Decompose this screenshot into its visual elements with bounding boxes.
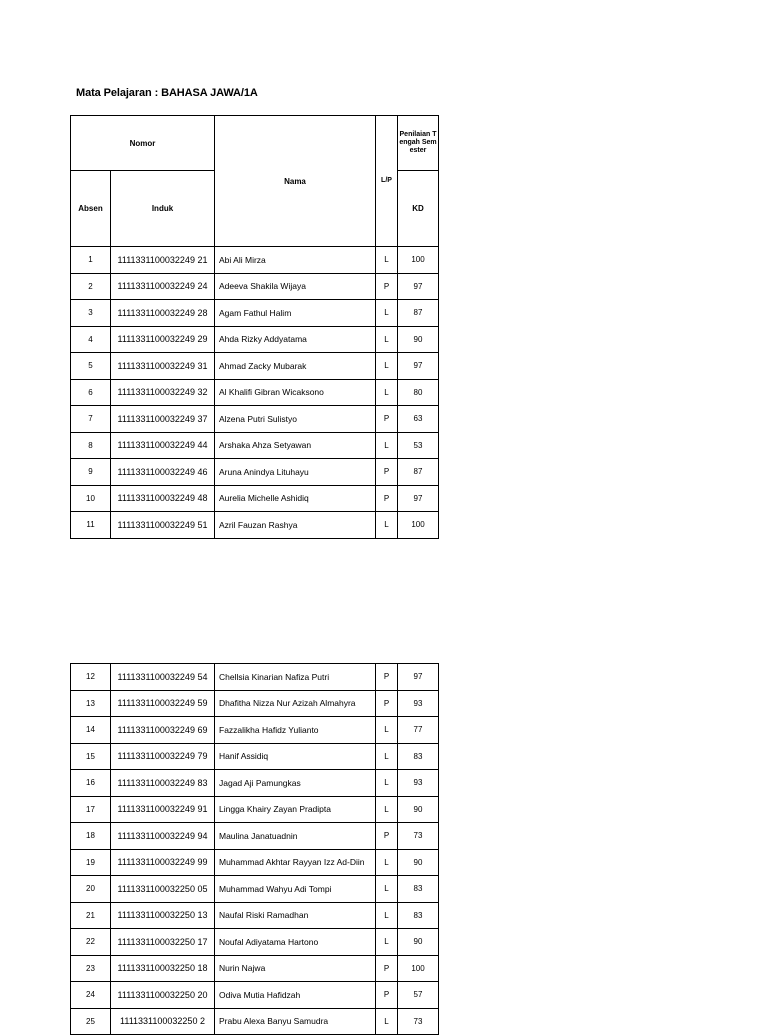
absen-cell: 12 <box>71 664 111 691</box>
kd-cell: 90 <box>398 326 439 353</box>
absen-cell: 16 <box>71 770 111 797</box>
header-induk: Induk <box>111 171 215 247</box>
induk-cell: 1111331100032249 59 <box>111 690 215 717</box>
kd-cell: 93 <box>398 690 439 717</box>
nama-cell: Hanif Assidiq <box>215 743 376 770</box>
lp-cell: L <box>376 432 398 459</box>
table-row <box>71 982 439 1009</box>
header-penilaian: Penilaian Tengah Semester <box>398 116 439 171</box>
table-row <box>71 247 439 274</box>
table-row <box>71 955 439 982</box>
kd-cell: 53 <box>398 432 439 459</box>
induk-cell: 1111331100032249 91 <box>111 796 215 823</box>
induk-cell: 1111331100032249 44 <box>111 432 215 459</box>
induk-cell: 1111331100032250 2 <box>111 1008 215 1035</box>
induk-cell: 1111331100032250 18 <box>111 955 215 982</box>
nama-cell: Abi Ali Mirza <box>215 247 376 274</box>
induk-cell: 1111331100032250 05 <box>111 876 215 903</box>
table-row <box>71 823 439 850</box>
header-lp: L/P <box>376 116 398 247</box>
kd-cell: 63 <box>398 406 439 433</box>
absen-cell: 8 <box>71 432 111 459</box>
lp-cell: L <box>376 902 398 929</box>
absen-cell: 2 <box>71 273 111 300</box>
absen-cell: 15 <box>71 743 111 770</box>
table-row <box>71 796 439 823</box>
lp-cell: P <box>376 273 398 300</box>
absen-cell: 25 <box>71 1008 111 1035</box>
table-row <box>71 1008 439 1035</box>
lp-cell: L <box>376 743 398 770</box>
table-row <box>71 406 439 433</box>
lp-cell: L <box>376 929 398 956</box>
table-row <box>71 876 439 903</box>
table-row <box>71 849 439 876</box>
lp-cell: L <box>376 876 398 903</box>
absen-cell: 5 <box>71 353 111 380</box>
lp-cell: P <box>376 459 398 486</box>
kd-cell: 87 <box>398 300 439 327</box>
absen-cell: 23 <box>71 955 111 982</box>
table-row <box>71 300 439 327</box>
nama-cell: Nurin Najwa <box>215 955 376 982</box>
table-row <box>71 717 439 744</box>
kd-cell: 90 <box>398 849 439 876</box>
kd-cell: 83 <box>398 743 439 770</box>
induk-cell: 1111331100032249 28 <box>111 300 215 327</box>
nama-cell: Maulina Janatuadnin <box>215 823 376 850</box>
lp-cell: L <box>376 849 398 876</box>
table-row <box>71 929 439 956</box>
induk-cell: 1111331100032249 79 <box>111 743 215 770</box>
header-kd: KD <box>398 171 439 247</box>
kd-cell: 77 <box>398 717 439 744</box>
nama-cell: Muhammad Wahyu Adi Tompi <box>215 876 376 903</box>
lp-cell: P <box>376 823 398 850</box>
absen-cell: 11 <box>71 512 111 539</box>
kd-cell: 90 <box>398 929 439 956</box>
table-row <box>71 273 439 300</box>
nama-cell: Adeeva Shakila Wijaya <box>215 273 376 300</box>
lp-cell: P <box>376 690 398 717</box>
nama-cell: Fazzalikha Hafidz Yulianto <box>215 717 376 744</box>
lp-cell: P <box>376 982 398 1009</box>
lp-cell: P <box>376 406 398 433</box>
induk-cell: 1111331100032249 99 <box>111 849 215 876</box>
kd-cell: 83 <box>398 902 439 929</box>
induk-cell: 1111331100032250 13 <box>111 902 215 929</box>
absen-cell: 3 <box>71 300 111 327</box>
table-row <box>71 485 439 512</box>
induk-cell: 1111331100032249 83 <box>111 770 215 797</box>
induk-cell: 1111331100032249 24 <box>111 273 215 300</box>
table-row <box>71 664 439 691</box>
nama-cell: Agam Fathul Halim <box>215 300 376 327</box>
lp-cell: P <box>376 485 398 512</box>
nama-cell: Aurelia Michelle Ashidiq <box>215 485 376 512</box>
absen-cell: 18 <box>71 823 111 850</box>
kd-cell: 93 <box>398 770 439 797</box>
kd-cell: 97 <box>398 664 439 691</box>
header-nama: Nama <box>215 116 376 247</box>
kd-cell: 97 <box>398 273 439 300</box>
kd-cell: 83 <box>398 876 439 903</box>
induk-cell: 1111331100032249 21 <box>111 247 215 274</box>
induk-cell: 1111331100032250 17 <box>111 929 215 956</box>
table-row <box>71 379 439 406</box>
table-row <box>71 432 439 459</box>
lp-cell: L <box>376 247 398 274</box>
lp-cell: L <box>376 353 398 380</box>
induk-cell: 1111331100032249 94 <box>111 823 215 850</box>
induk-cell: 1111331100032249 48 <box>111 485 215 512</box>
grade-table-page-2 <box>70 663 439 1035</box>
induk-cell: 1111331100032249 31 <box>111 353 215 380</box>
kd-cell: 97 <box>398 485 439 512</box>
nama-cell: Azril Fauzan Rashya <box>215 512 376 539</box>
nama-cell: Noufal Adiyatama Hartono <box>215 929 376 956</box>
nama-cell: Naufal Riski Ramadhan <box>215 902 376 929</box>
nama-cell: Odiva Mutia Hafidzah <box>215 982 376 1009</box>
absen-cell: 9 <box>71 459 111 486</box>
kd-cell: 87 <box>398 459 439 486</box>
grade-table-page-1 <box>70 115 439 539</box>
lp-cell: L <box>376 512 398 539</box>
kd-cell: 100 <box>398 955 439 982</box>
table-row <box>71 353 439 380</box>
nama-cell: Aruna Anindya Lituhayu <box>215 459 376 486</box>
table-row <box>71 743 439 770</box>
nama-cell: Ahmad Zacky Mubarak <box>215 353 376 380</box>
table-row <box>71 326 439 353</box>
induk-cell: 1111331100032249 54 <box>111 664 215 691</box>
absen-cell: 14 <box>71 717 111 744</box>
table-row <box>71 512 439 539</box>
absen-cell: 13 <box>71 690 111 717</box>
absen-cell: 10 <box>71 485 111 512</box>
kd-cell: 100 <box>398 512 439 539</box>
header-nomor: Nomor <box>71 116 215 171</box>
nama-cell: Alzena Putri Sulistyo <box>215 406 376 433</box>
absen-cell: 20 <box>71 876 111 903</box>
kd-cell: 80 <box>398 379 439 406</box>
induk-cell: 1111331100032249 51 <box>111 512 215 539</box>
induk-cell: 1111331100032249 29 <box>111 326 215 353</box>
kd-cell: 73 <box>398 823 439 850</box>
kd-cell: 100 <box>398 247 439 274</box>
lp-cell: L <box>376 717 398 744</box>
table-row <box>71 459 439 486</box>
kd-cell: 57 <box>398 982 439 1009</box>
kd-cell: 90 <box>398 796 439 823</box>
lp-cell: L <box>376 796 398 823</box>
absen-cell: 6 <box>71 379 111 406</box>
absen-cell: 4 <box>71 326 111 353</box>
induk-cell: 1111331100032249 69 <box>111 717 215 744</box>
kd-cell: 97 <box>398 353 439 380</box>
table-row <box>71 902 439 929</box>
induk-cell: 1111331100032249 37 <box>111 406 215 433</box>
nama-cell: Dhafitha Nizza Nur Azizah Almahyra <box>215 690 376 717</box>
nama-cell: Chellsia Kinarian Nafiza Putri <box>215 664 376 691</box>
lp-cell: P <box>376 664 398 691</box>
table-row <box>71 690 439 717</box>
induk-cell: 1111331100032249 32 <box>111 379 215 406</box>
nama-cell: Muhammad Akhtar Rayyan Izz Ad-Diin <box>215 849 376 876</box>
induk-cell: 1111331100032249 46 <box>111 459 215 486</box>
nama-cell: Al Khalifi Gibran Wicaksono <box>215 379 376 406</box>
subject-title: Mata Pelajaran : BAHASA JAWA/1A <box>76 87 258 99</box>
absen-cell: 1 <box>71 247 111 274</box>
header-absen: Absen <box>71 171 111 247</box>
lp-cell: L <box>376 770 398 797</box>
nama-cell: Jagad Aji Pamungkas <box>215 770 376 797</box>
nama-cell: Arshaka Ahza Setyawan <box>215 432 376 459</box>
lp-cell: L <box>376 326 398 353</box>
nama-cell: Prabu Alexa Banyu Samudra <box>215 1008 376 1035</box>
lp-cell: L <box>376 379 398 406</box>
induk-cell: 1111331100032250 20 <box>111 982 215 1009</box>
absen-cell: 21 <box>71 902 111 929</box>
lp-cell: P <box>376 955 398 982</box>
lp-cell: L <box>376 1008 398 1035</box>
nama-cell: Lingga Khairy Zayan Pradipta <box>215 796 376 823</box>
absen-cell: 19 <box>71 849 111 876</box>
absen-cell: 17 <box>71 796 111 823</box>
absen-cell: 7 <box>71 406 111 433</box>
kd-cell: 73 <box>398 1008 439 1035</box>
table-row <box>71 770 439 797</box>
absen-cell: 24 <box>71 982 111 1009</box>
lp-cell: L <box>376 300 398 327</box>
nama-cell: Ahda Rizky Addyatama <box>215 326 376 353</box>
absen-cell: 22 <box>71 929 111 956</box>
